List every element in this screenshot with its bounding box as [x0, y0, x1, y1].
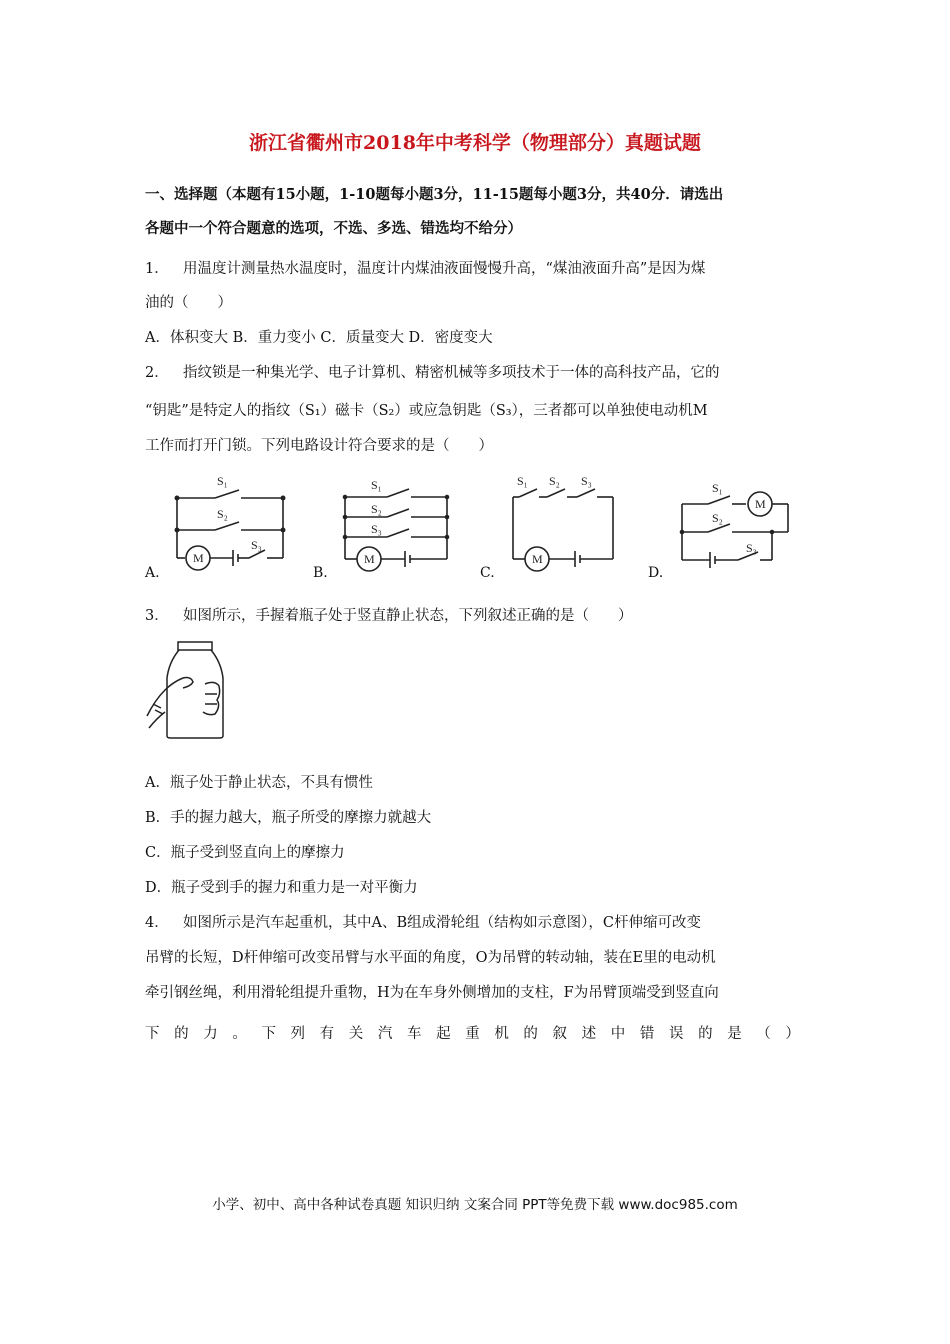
q4-text-1: 如图所示是汽车起重机，其中A、B组成滑轮组（结构如示意图），C杆伸缩可改变: [183, 915, 701, 931]
q2-line1: [145, 361, 720, 382]
section-heading-line1: 一、选择题（本题有15小题，1-10题每小题3分，11-15题每小题3分，共40分．请选出: [145, 186, 724, 203]
q4-line4-char: 中: [610, 1026, 626, 1042]
q4-line2: 吊臂的长短，D杆伸缩可改变吊臂与水平面的角度，O为吊臂的转动轴，装在E里的电动机: [145, 950, 716, 966]
q4-line4-char: 汽: [377, 1026, 393, 1042]
q4-line4-char: 列: [290, 1026, 306, 1042]
q1-options: A．体积变大 B．重力变小 C．质量变大 D．密度变大: [145, 330, 493, 346]
q4-line4-char: 下: [261, 1026, 276, 1042]
q1-number: 1．: [145, 261, 169, 277]
q4-line3: 牵引钢丝绳，利用滑轮组提升重物，H为在车身外侧增加的支柱，F为吊臂顶端受到竖直向: [145, 985, 719, 1001]
page-footer: 小学、初中、高中各种试卷真题 知识归纳 文案合同 PPT等免费下载 www.doc985.com: [212, 1197, 738, 1213]
circuit-c-s3-label: S₃: [581, 475, 592, 488]
circuit-a-s2-label: S₂: [217, 507, 228, 521]
q4-line4-char: 重: [465, 1026, 480, 1042]
q3-text-1: 如图所示，手握着瓶子处于竖直静止状态，下列叙述正确的是（ ）: [183, 608, 633, 624]
circuit-diagram-b: [335, 475, 460, 580]
circuit-a-motor-label: M: [193, 551, 204, 565]
q3-option-a: A．瓶子处于静止状态，不具有惯性: [145, 775, 373, 791]
q1-line2: 油的（ ）: [145, 295, 232, 311]
q3-option-c: C．瓶子受到竖直向上的摩擦力: [145, 845, 345, 861]
circuit-diagram-d: [672, 472, 802, 582]
circuit-diagram-c: [505, 475, 625, 580]
q4-line4-char: 。: [232, 1026, 247, 1042]
q4-line4-char: 起: [436, 1026, 451, 1042]
q4-line4-char: 车: [406, 1026, 422, 1042]
section-heading-line2: 各题中一个符合题意的选项，不选、多选、错选均不给分）: [145, 220, 522, 237]
circuit-c-s1-label: S₁: [517, 475, 528, 488]
circuit-d-s1-label: S₁: [712, 481, 723, 495]
q2-option-b-label: B.: [313, 565, 328, 581]
q4-line4-char: ）: [785, 1026, 800, 1042]
q3-number: 3．: [145, 608, 169, 624]
q3-option-b: B．手的握力越大，瓶子所受的摩擦力就越大: [145, 810, 432, 826]
q4-line4-char: 下: [145, 1026, 160, 1042]
q3-option-d: D．瓶子受到手的握力和重力是一对平衡力: [145, 880, 418, 896]
q2-line3: 工作而打开门锁。下列电路设计符合要求的是（ ）: [145, 438, 493, 454]
circuit-a-s1-label: S₁: [217, 474, 228, 488]
q4-line4-char: 机: [494, 1026, 509, 1042]
q4-line1: [145, 911, 701, 932]
bottle-hand-figure: [143, 638, 228, 743]
q4-line4-char: 误: [668, 1026, 684, 1042]
q2-option-d-label: D.: [648, 565, 664, 581]
circuit-d-s2-label: S₂: [712, 511, 723, 525]
q2-line2: “钥匙”是特定人的指纹（S₁）磁卡（S₂）或应急钥匙（S₃），三者都可以单独使电动机M: [145, 403, 708, 419]
q4-line4-char: 的: [698, 1026, 713, 1042]
q4-line4-char: 的: [523, 1026, 538, 1042]
q4-line4-char: 关: [348, 1026, 364, 1042]
q4-line4-char: 错: [639, 1026, 655, 1042]
q4-line4-char: 叙: [552, 1026, 568, 1042]
circuit-b-s2-label: S₂: [371, 502, 382, 516]
circuit-c-motor-label: M: [532, 552, 543, 566]
q1-text-1: 用温度计测量热水温度时，温度计内煤油液面慢慢升高，“煤油液面升高”是因为煤: [183, 261, 706, 277]
q4-line4-char: 有: [319, 1026, 335, 1042]
q3-line1: [145, 604, 633, 625]
circuit-b-s1-label: S₁: [371, 478, 382, 492]
page-title: 浙江省衢州市2018年中考科学（物理部分）真题试题: [249, 132, 701, 154]
circuit-b-motor-label: M: [364, 552, 375, 566]
q2-option-a-label: A.: [145, 565, 160, 581]
q2-number: 2．: [145, 365, 169, 381]
q4-line4-char: 述: [581, 1026, 597, 1042]
circuit-d-s3-label: S₃: [746, 541, 757, 555]
circuit-b-s3-label: S₃: [371, 522, 382, 536]
circuit-a-s3-label: S₃: [251, 538, 262, 552]
q2-option-c-label: C.: [480, 565, 495, 581]
circuit-c-s2-label: S₂: [549, 475, 560, 488]
q4-line4-char: 是: [727, 1026, 742, 1042]
circuit-diagram-a: [165, 470, 295, 580]
q1-line1: [145, 257, 705, 278]
q4-line4: [145, 1022, 800, 1043]
q4-line4-char: 的: [174, 1026, 189, 1042]
q4-line4-char: （: [756, 1026, 771, 1042]
q4-number: 4．: [145, 915, 169, 931]
q2-text-1: 指纹锁是一种集光学、电子计算机、精密机械等多项技术于一体的高科技产品，它的: [183, 365, 720, 381]
circuit-d-motor-label: M: [755, 497, 766, 511]
q4-line4-char: 力: [203, 1026, 218, 1042]
